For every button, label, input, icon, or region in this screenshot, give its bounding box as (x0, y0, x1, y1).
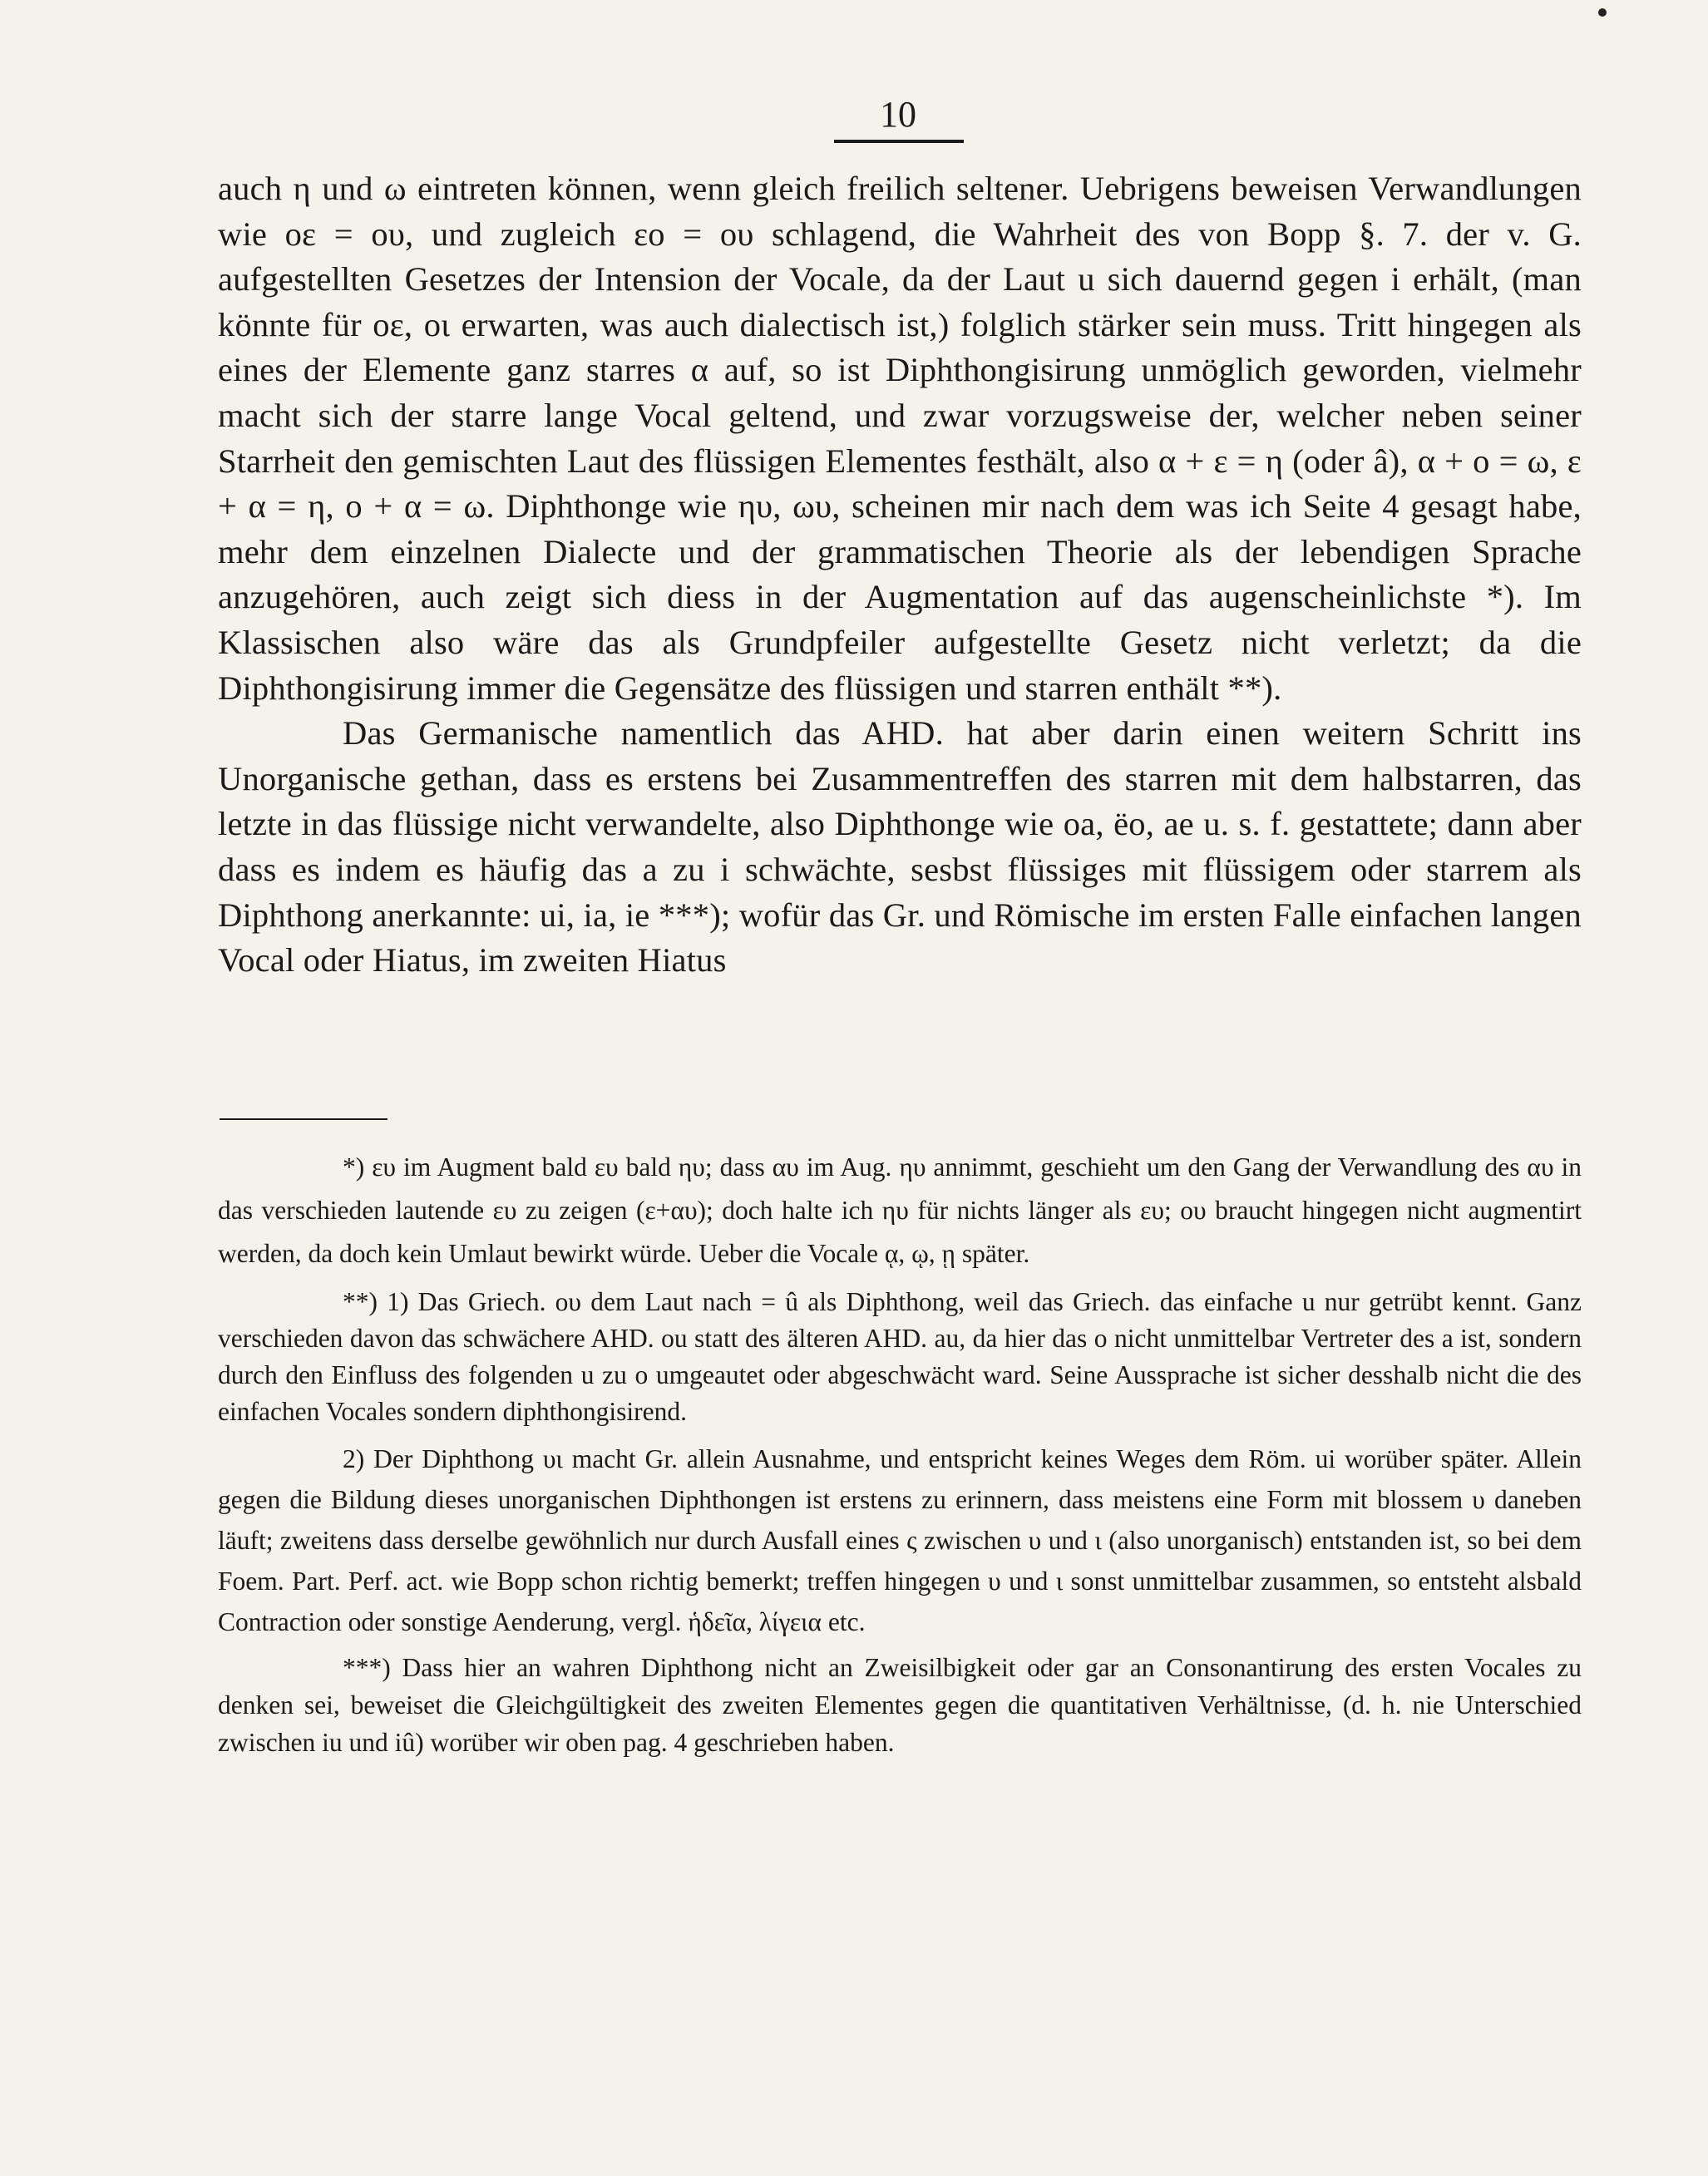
footnote-separator (220, 1118, 388, 1120)
footnote-3: ***) Dass hier an wahren Diphthong nicht an Zweisilbigkeit oder gar an Consonantirung des ersten Vocales zu denken sei, beweiset die Gleichgültigkeit des zweiten Elementes gegen die quantitativen Verhältnisse, (d. h. nie Unterschied zwischen iu und iû) worüber wir oben pag. 4 geschrieben haben. (218, 1653, 1582, 1757)
page-number-rule (834, 140, 964, 143)
main-text (218, 166, 1582, 984)
ink-speck (1598, 8, 1607, 17)
paragraph-1: auch η und ω eintreten können, wenn gleich freilich seltener. Uebrigens beweisen Verwandlungen wie οε = ου, und zugleich εο = ου schlagend, die Wahrheit des von Bopp §. 7. der v. G. aufgestellten Gesetzes der Intension der Vocale, da der Laut u sich dauernd gegen i erhält, (man könnte für οε, οι erwarten, was auch dialectisch ist,) folglich stärker sein muss. Tritt hingegen als eines der Elemente ganz starres α auf, so ist Diphthongisirung unmöglich geworden, vielmehr macht sich der starre lange Vocal geltend, und zwar vorzugsweise der, welcher neben seiner Starrheit den gemischten Laut des flüssigen Elementes festhält, also α + ε = η (oder â), α + ο = ω, ε + α = η, ο + α = ω. Diphthonge wie ηυ, ωυ, scheinen mir nach dem was ich Seite 4 gesagt habe, mehr dem einzelnen Dialecte und der grammatischen Theorie als der lebendigen Sprache anzugehören, auch zeigt sich diess in der Augmentation auf das augenscheinlichste *). Im Klassischen also wäre das als Grundpfeiler aufgestellte Gesetz nicht verletzt; da die Diphthongisirung immer die Gegensätze des flüssigen und starren enthält **). (218, 170, 1582, 707)
footnotes (218, 1146, 1582, 1761)
footnote-2-part-2: 2) Der Diphthong υι macht Gr. allein Ausnahme, und entspricht keines Weges dem Röm. ui worüber später. Allein gegen die Bildung dieses unorganischen Diphthongen ist erstens zu erinnern, dass meistens eine Form mit blossem υ daneben läuft; zweitens dass derselbe gewöhnlich nur durch Ausfall eines ς zwischen υ und ι (also unorganisch) entstanden ist, so bei dem Foem. Part. Perf. act. wie Bopp schon richtig bemerkt; treffen hingegen υ und ι sonst unmittelbar zusammen, so entsteht alsbald Contraction oder sonstige Aenderung, vergl. ἡδεῖα, λίγεια etc. (218, 1444, 1582, 1636)
footnote-2-part-1: **) 1) Das Griech. ου dem Laut nach = û als Diphthong, weil das Griech. das einfache u nur getrübt kennt. Ganz verschieden davon das schwächere AHD. ou statt des älteren AHD. au, da hier das o nicht unmittelbar Vertreter des a ist, sondern durch den Einfluss des folgenden u zu o umgeautet oder abgeschwächt ward. Seine Aussprache ist sicher desshalb nicht die des einfachen Vocales sondern diphthongisirend. (218, 1287, 1582, 1426)
page-number: 10 (880, 94, 916, 135)
footnote-1: *) ευ im Augment bald ευ bald ηυ; dass αυ im Aug. ηυ annimmt, geschieht um den Gang der Verwandlung des αυ in das verschieden lautende ευ zu zeigen (ε+αυ); doch halte ich ηυ für nichts länger als ευ; ου braucht hingegen nicht augmentirt werden, da doch kein Umlaut bewirkt würde. Ueber die Vocale ᾳ, ῳ, ῃ später. (218, 1152, 1582, 1268)
paragraph-2: Das Germanische namentlich das AHD. hat aber darin einen weitern Schritt ins Unorganische gethan, dass es erstens bei Zusammentreffen des starren mit dem halbstarren, das letzte in das flüssige nicht verwandelte, also Diphthonge wie oa, ëo, ae u. s. f. gestattete; dann aber dass es indem es häufig das a zu i schwächte, sesbst flüssiges mit flüssigem oder starrem als Diphthong anerkannte: ui, ia, ie ***); wofür das Gr. und Römische im ersten Falle einfachen langen Vocal oder Hiatus, im zweiten Hiatus (218, 714, 1582, 979)
